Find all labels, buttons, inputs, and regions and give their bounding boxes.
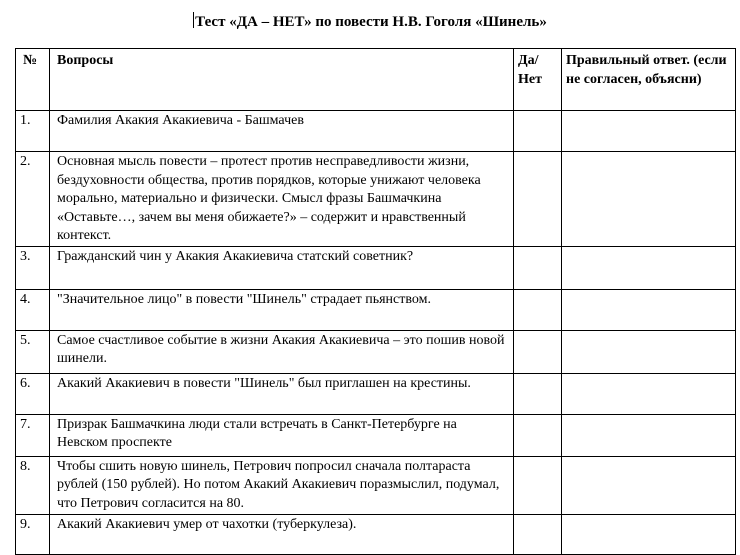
header-questions: Вопросы	[50, 49, 514, 111]
row-answer-cell[interactable]	[562, 514, 736, 554]
row-answer-cell[interactable]	[562, 330, 736, 373]
table-row	[16, 373, 736, 414]
page-title-text: Тест «ДА – НЕТ» по повести Н.В. Гоголя «Шинель»	[195, 14, 547, 30]
row-question: Акакий Акакиевич в повести "Шинель" был приглашен на крестины.	[50, 373, 514, 414]
row-yes-no-cell[interactable]	[514, 111, 562, 152]
row-question: Призрак Башмачкина люди стали встречать в Санкт-Петербурге на Невском проспекте	[50, 414, 514, 456]
row-number: 7.	[16, 414, 50, 456]
row-number: 9.	[16, 514, 50, 554]
row-number: 5.	[16, 330, 50, 373]
table-row	[16, 514, 736, 554]
row-yes-no-cell[interactable]	[514, 373, 562, 414]
page-title	[0, 11, 740, 33]
row-answer-cell[interactable]	[562, 373, 736, 414]
row-answer-cell[interactable]	[562, 111, 736, 152]
row-answer-cell[interactable]	[562, 414, 736, 456]
row-number: 8.	[16, 456, 50, 514]
table-row	[16, 289, 736, 330]
row-question: Фамилия Акакия Акакиевича - Башмачев	[50, 111, 514, 152]
text-cursor	[193, 12, 194, 28]
row-yes-no-cell[interactable]	[514, 414, 562, 456]
row-question: Чтобы сшить новую шинель, Петрович попросил сначала полтараста рублей (150 рублей). Но потом Акакий Акакиевич поразмыслил, подумал, что Петрович согласится на 80.	[50, 456, 514, 514]
row-answer-cell[interactable]	[562, 289, 736, 330]
row-answer-cell[interactable]	[562, 152, 736, 247]
row-number: 4.	[16, 289, 50, 330]
table-row	[16, 456, 736, 514]
row-question: Гражданский чин у Акакия Акакиевича статский советник?	[50, 246, 514, 289]
row-answer-cell[interactable]	[562, 246, 736, 289]
row-number: 6.	[16, 373, 50, 414]
header-yes-no: Да/ Нет	[514, 49, 562, 111]
table-row	[16, 246, 736, 289]
row-answer-cell[interactable]	[562, 456, 736, 514]
row-question: Акакий Акакиевич умер от чахотки (туберкулеза).	[50, 514, 514, 554]
table-row	[16, 152, 736, 247]
row-question: Основная мысль повести – протест против несправедливости жизни, бездуховности общества, против порядков, которые унижают человека морально, материально и физически. Смысл фразы Башмачкина «Оставьте…, зачем вы меня обижаете?» – содержит и нравственный контекст.	[50, 152, 514, 247]
row-question: "Значительное лицо" в повести "Шинель" страдает пьянством.	[50, 289, 514, 330]
row-number: 3.	[16, 246, 50, 289]
table-row	[16, 330, 736, 373]
row-number: 1.	[16, 111, 50, 152]
header-answer: Правильный ответ. (если не согласен, объясни)	[562, 49, 736, 111]
row-yes-no-cell[interactable]	[514, 246, 562, 289]
quiz-table	[15, 48, 736, 555]
row-number: 2.	[16, 152, 50, 247]
row-yes-no-cell[interactable]	[514, 456, 562, 514]
row-yes-no-cell[interactable]	[514, 289, 562, 330]
row-yes-no-cell[interactable]	[514, 330, 562, 373]
table-row	[16, 414, 736, 456]
row-yes-no-cell[interactable]	[514, 514, 562, 554]
row-question: Самое счастливое событие в жизни Акакия Акакиевича – это пошив новой шинели.	[50, 330, 514, 373]
row-yes-no-cell[interactable]	[514, 152, 562, 247]
header-number: №	[16, 49, 50, 111]
table-row	[16, 111, 736, 152]
table-header-row	[16, 49, 736, 111]
